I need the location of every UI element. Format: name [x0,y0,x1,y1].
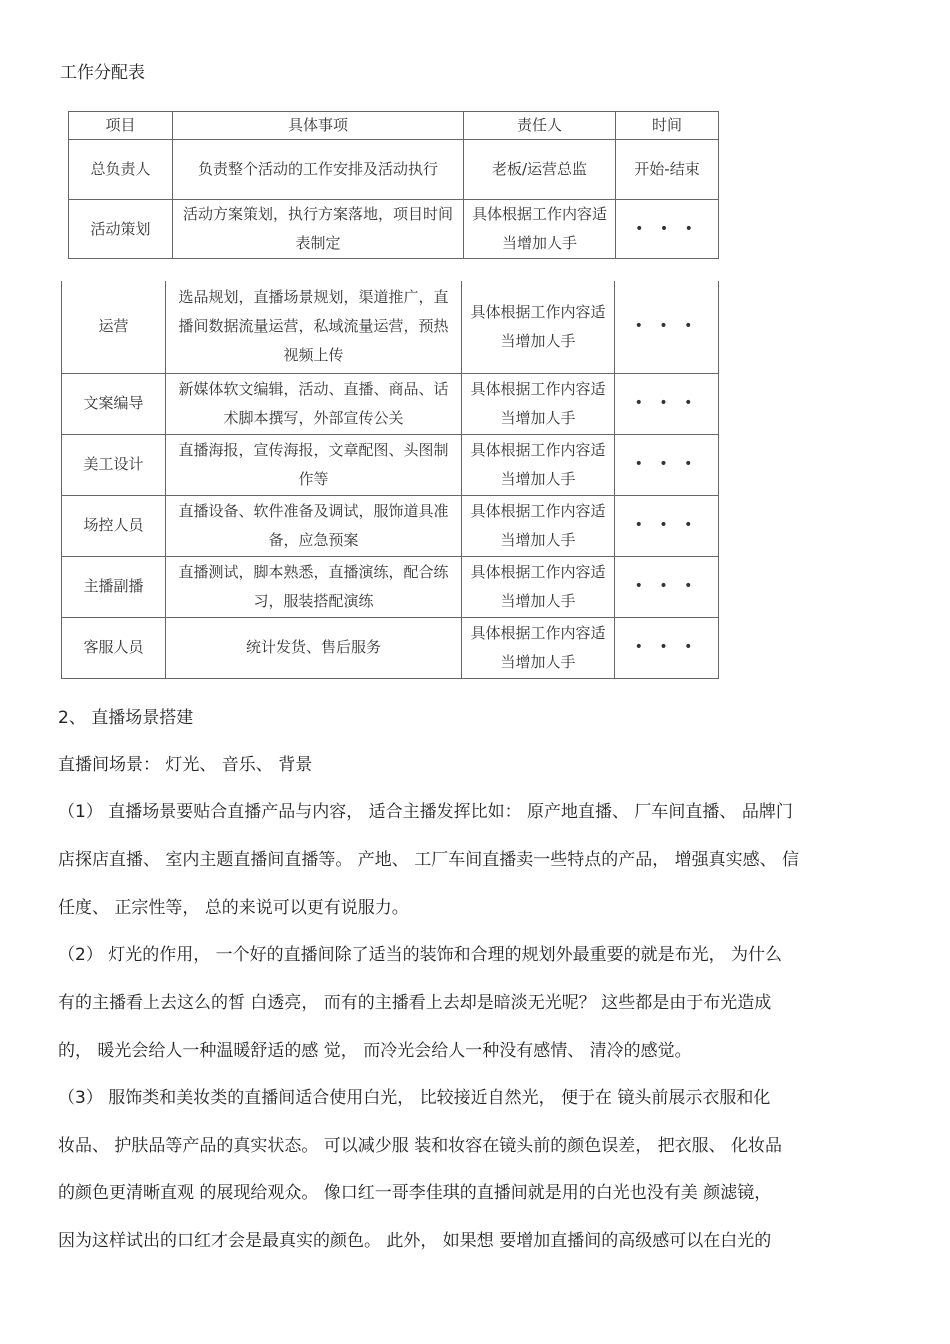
cell-owner: 具体根据工作内容适当增加人手 [462,617,615,678]
cell-time: • • • [615,495,719,556]
body-line: 直播间场景： 灯光、 音乐、 背景 [58,755,313,775]
table-row [62,495,719,556]
cell-detail: 直播设备、软件准备及调试，服饰道具准备，应急预案 [166,495,462,556]
header-owner: 责任人 [464,112,616,140]
cell-time: • • • [616,200,719,259]
header-time: 时间 [616,112,719,140]
cell-owner: 具体根据工作内容适当增加人手 [462,434,615,495]
cell-time: • • • [615,556,719,617]
header-detail: 具体事项 [173,112,464,140]
cell-owner: 具体根据工作内容适当增加人手 [462,373,615,434]
body-line: 因为这样试出的口红才会是最真实的颜色。 此外， 如果想 要增加直播间的高级感可以在白光的 [58,1231,772,1251]
cell-time: • • • [615,373,719,434]
body-line: 的， 暖光会给人一种温暖舒适的感 觉， 而冷光会给人一种没有感情、 清冷的感觉。 [58,1041,692,1061]
body-line: 任度、 正宗性等， 总的来说可以更有说服力。 [58,898,409,918]
body-line: 妆品、 护肤品等产品的真实状态。 可以减少服 装和妆容在镜头前的颜色误差， 把衣服、 化妆品 [58,1136,783,1156]
cell-item: 客服人员 [62,617,166,678]
table-row [62,373,719,434]
cell-owner: 具体根据工作内容适当增加人手 [464,200,616,259]
cell-time: • • • [615,281,719,373]
cell-detail: 选品规划，直播场景规划，渠道推广，直播间数据流量运营，私域流量运营，预热视频上传 [166,281,462,373]
cell-owner: 具体根据工作内容适当增加人手 [462,556,615,617]
cell-item: 活动策划 [69,200,173,259]
table-row [69,140,719,200]
body-line: 的颜色更清晰直观 的展现给观众。 像口红一哥李佳琪的直播间就是用的白光也没有美 颜滤镜， [58,1183,772,1203]
cell-owner: 具体根据工作内容适当增加人手 [462,495,615,556]
table-row [62,617,719,678]
table-row [69,200,719,259]
table-row [62,556,719,617]
cell-owner: 老板/运营总监 [464,140,616,200]
header-item: 项目 [69,112,173,140]
cell-time: • • • [615,434,719,495]
cell-item: 场控人员 [62,495,166,556]
cell-item: 美工设计 [62,434,166,495]
cell-detail: 直播海报，宣传海报，文章配图、头图制作等 [166,434,462,495]
table-row [62,281,719,373]
page-title: 工作分配表 [60,63,145,83]
section-heading: 2、 直播场景搭建 [58,708,194,728]
cell-item: 运营 [62,281,166,373]
cell-time: • • • [615,617,719,678]
table-row [62,434,719,495]
cell-item: 主播副播 [62,556,166,617]
body-line: （2） 灯光的作用， 一个好的直播间除了适当的装饰和合理的规划外最重要的就是布光， 为什么 [58,945,783,965]
cell-detail: 活动方案策划，执行方案落地，项目时间表制定 [173,200,464,259]
work-assignment-table-top [68,111,719,259]
work-assignment-table-bottom [61,281,719,679]
cell-time: 开始-结束 [616,140,719,200]
cell-detail: 统计发货、售后服务 [166,617,462,678]
cell-detail: 直播测试，脚本熟悉，直播演练，配合练习，服装搭配演练 [166,556,462,617]
cell-detail: 负责整个活动的工作安排及活动执行 [173,140,464,200]
cell-item: 总负责人 [69,140,173,200]
body-line: （3） 服饰类和美妆类的直播间适合使用白光， 比较接近自然光， 便于在 镜头前展示衣服和化 [58,1088,771,1108]
cell-owner: 具体根据工作内容适当增加人手 [462,281,615,373]
table-header-row [69,112,719,140]
body-line: 有的主播看上去这么的皙 白透亮， 而有的主播看上去却是暗淡无光呢？ 这些都是由于布光造成 [58,993,772,1013]
body-line: 店探店直播、 室内主题直播间直播等。 产地、 工厂车间直播卖一些特点的产品， 增强真实感、 信 [58,850,800,870]
cell-item: 文案编导 [62,373,166,434]
cell-detail: 新媒体软文编辑，活动、直播、商品、话术脚本撰写，外部宣传公关 [166,373,462,434]
body-line: （1） 直播场景要贴合直播产品与内容， 适合主播发挥比如： 原产地直播、 厂车间直播、 品牌门 [58,802,793,822]
